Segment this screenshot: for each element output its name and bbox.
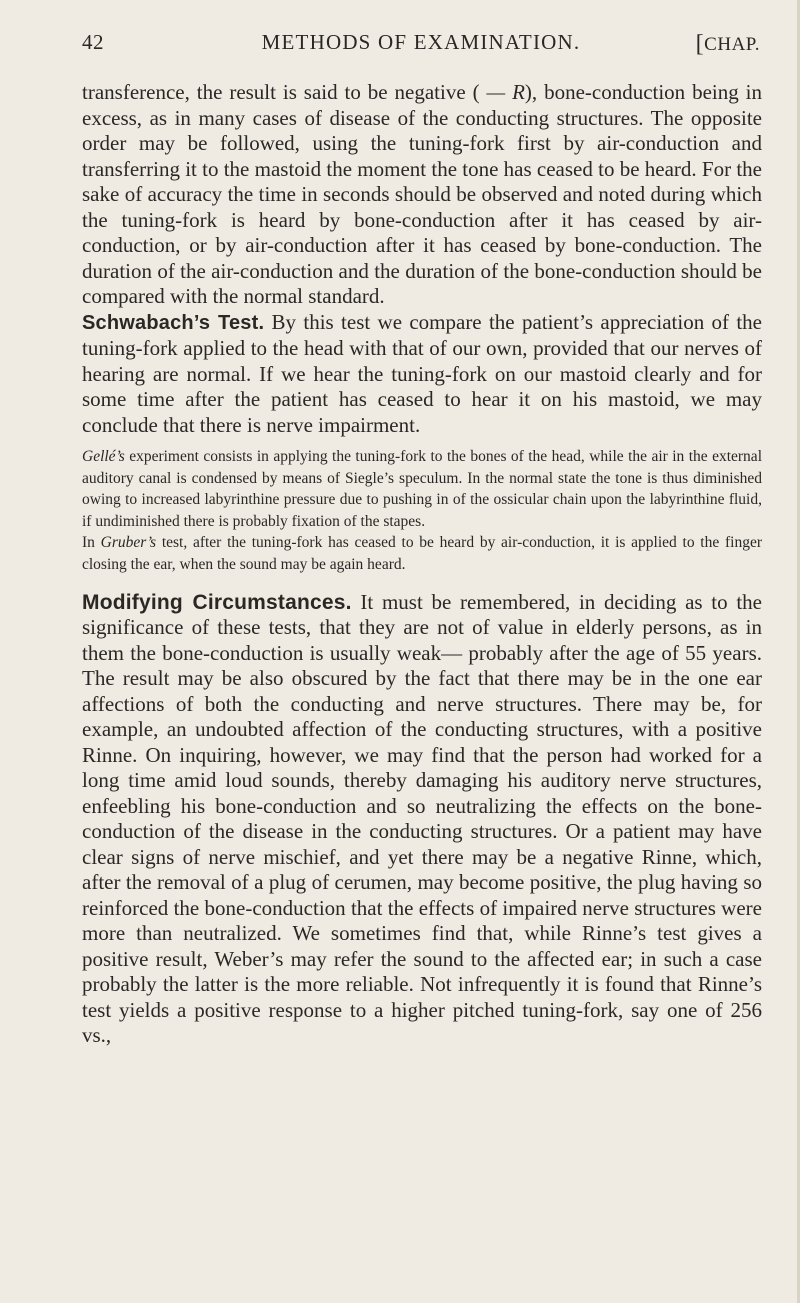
negative-rinne-symbol: — R [479, 80, 525, 104]
gruber-text: test, after the tuning-fork has ceased to be heard by air-conduction, it is applied to the finger closing the ear, when the sound may be again heard. [82, 534, 762, 573]
heading-modifying: Modifying Circumstances. [82, 590, 352, 614]
note-gelle [82, 446, 762, 532]
chapter-marker: [CHAP. [695, 31, 760, 57]
chapter-marker-text: CHAP. [704, 34, 760, 55]
paragraph-schwabach [82, 310, 762, 439]
modifying-text: It must be remembered, in deciding as to the significance of these tests, that they are not of value in elderly persons, as in them the bone-conduction is usually weak— probably after the age of 55 years. The result may be also obscured by the fact that there may be in the one ear affections of both the conducting and nerve structures. There may be, for example, an undoubted affection of the conducting structures, with a positive Rinne. On inquiring, however, we may find that the person had worked for a long time amid loud sounds, thereby damaging his auditory nerve structures, enfeebling his bone-conduction and so neutralizing the effects on the bone-conduction of the disease in the conducting structures. Or a patient may have clear signs of nerve mischief, and yet there may be a negative Rinne, which, after the removal of a plug of cerumen, may become positive, the plug having so reinforced the bone-conduction that the effects of impaired nerve structures were more than neutralized. We sometimes find that, while Rinne’s test gives a positive result, Weber’s may refer the sound to the affected ear; in such a case probably the latter is the more reliable. Not infrequently it is found that Rinne’s test yields a positive response to a higher pitched tuning-fork, say one of 256 vs., [82, 589, 763, 1048]
note-gruber [82, 532, 762, 575]
page-body [82, 80, 762, 1049]
gelle-name: Gellé’s [82, 448, 125, 465]
paragraph-modifying [82, 590, 762, 1049]
running-header [82, 30, 760, 60]
running-title: METHODS OF EXAMINATION. [261, 30, 581, 54]
page-number: 42 [82, 30, 104, 54]
gelle-text: experiment consists in applying the tuning-fork to the bones of the head, while the air in the external auditory canal is condensed by means of Siegle’s speculum. In the normal state the tone is thus diminished owing to increased labyrinthine pressure due to pushing in of the ossicular chain upon the labyrinthine fluid, if undiminished there is probably fixation of the stapes. [82, 448, 762, 530]
schwabach-text: By this test we compare the patient’s appreciation of the tuning-fork applied to the head with that of our own, provided that our nerves of hearing are normal. If we hear the tuning-fork on our mastoid clearly and for some time after the patient has ceased to hear it on his mastoid, we may conclude that there is nerve impairment. [82, 309, 762, 437]
para1-text-before: transference, the result is said to be negative ( [82, 80, 480, 104]
para1-text-after: ), bone-conduction being in excess, as in many cases of disease of the conducting structures. The opposite order may be followed, using the tuning-fork first by air-conduction and transferring it to the mastoid the moment the tone has ceased to be heard. For the sake of accuracy the time in seconds should be observed and noted during which the tuning-fork is heard by bone-conduction after it has ceased by air-conduction, or by air-conduction after it has ceased by bone-conduction. The duration of the air-conduction and the duration of the bone-conduction should be compared with the normal standard. [82, 80, 763, 308]
gruber-name: Gruber’s [100, 534, 157, 552]
heading-schwabach: Schwabach’s Test. [82, 311, 265, 334]
paragraph-transference [82, 80, 762, 310]
gruber-prefix: In [82, 534, 101, 552]
